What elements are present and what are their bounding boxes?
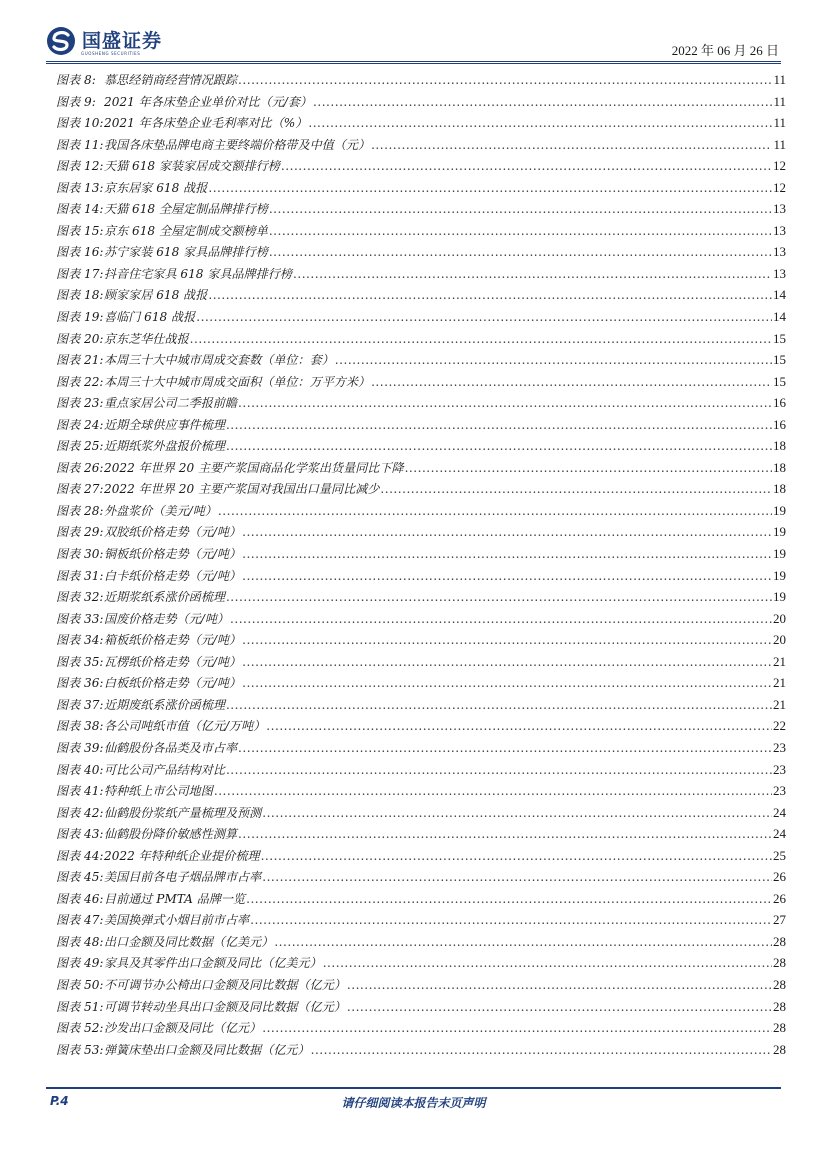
toc-entry-page: 24 [773,804,786,820]
toc-entry-title: 仙鹤股份各品类及市占率 [104,740,238,755]
toc-entry-title: 仙鹤股份降价敏感性测算 [104,827,238,842]
toc-entry[interactable] [56,653,786,675]
toc-entry-page: 13 [773,265,786,281]
toc-entry-label: 图表 32: [56,590,104,605]
toc-leader-dots [242,676,772,690]
toc-entry-label: 图表 38: [56,719,104,734]
toc-entry-page: 11 [773,136,786,152]
toc-entry-label: 图表 42: [56,805,104,820]
toc-entry[interactable] [56,1019,786,1041]
toc-entry[interactable] [56,610,786,632]
toc-entry-page: 12 [773,158,786,174]
toc-entry-title: 天猫 618 家装家居成交额排行榜 [104,159,280,174]
toc-entry-label: 图表 33: [56,611,104,626]
toc-leader-dots [208,288,772,302]
toc-entry-page: 23 [773,739,786,755]
report-date: 2022 年 06 月 26 日 [671,43,779,58]
toc-entry[interactable] [56,868,786,890]
toc-entry-label: 图表 47: [56,913,104,928]
toc-entry-page: 23 [773,783,786,799]
toc-leader-dots [226,590,772,604]
toc-entry-title: 美国目前各电子烟品牌市占率 [104,870,262,885]
toc-entry-label: 图表 35: [56,654,104,669]
toc-leader-dots [246,892,772,906]
toc-entry-title: 目前通过 PMTA 品牌一览 [104,891,246,906]
toc-leader-dots [266,719,772,733]
toc-entry-title: 双胶纸价格走势（元/吨） [104,525,242,540]
toc-leader-dots [347,978,772,992]
toc-leader-dots [242,655,772,669]
toc-entry-label: 图表 9: [56,94,96,109]
toc-entry-page: 11 [773,93,786,109]
toc-leader-dots [269,245,772,259]
toc-leader-dots [250,913,772,927]
toc-entry[interactable] [56,567,786,589]
toc-leader-dots [269,202,772,216]
toc-leader-dots [347,1000,772,1014]
toc-entry-title: 白卡纸价格走势（元/吨） [104,568,242,583]
toc-entry-page: 14 [773,309,786,325]
toc-entry[interactable] [56,631,786,653]
toc-entry[interactable] [56,480,786,502]
toc-entry-title: 近期全球供应事件梳理 [104,417,225,432]
toc-entry-label: 图表 22: [56,374,104,389]
toc-leader-dots [242,547,772,561]
toc-leader-dots [323,956,772,970]
toc-entry-label: 图表 45: [56,870,104,885]
toc-entry-title: 沙发出口金额及同比（亿元） [104,1021,262,1036]
toc-entry-page: 28 [773,998,786,1014]
toc-entry[interactable] [56,286,786,308]
toc-entry-title: 2021 年各床垫企业毛利率对比（%） [104,116,308,131]
toc-entry-page: 20 [773,610,786,626]
toc-entry-page: 22 [773,718,786,734]
toc-entry-page: 24 [773,826,786,842]
toc-entry-page: 28 [773,933,786,949]
toc-entry-title: 京东 618 全屋定制成交额榜单 [104,223,268,238]
toc-entry-page: 25 [773,847,786,863]
toc-entry-page: 28 [773,1041,786,1057]
toc-leader-dots [262,806,772,820]
toc-entry-label: 图表 26: [56,460,104,475]
toc-entry-page: 18 [773,459,786,475]
toc-leader-dots [226,698,772,712]
toc-entry-label: 图表 28: [56,503,104,518]
toc-entry[interactable] [56,674,786,696]
toc-entry-page: 19 [773,567,786,583]
toc-entry[interactable] [56,416,786,438]
toc-leader-dots [230,612,772,626]
toc-leader-dots [238,827,772,841]
toc-entry-label: 图表 15: [56,223,104,238]
toc-entry-label: 图表 25: [56,439,104,454]
toc-entry-title: 2022 年特种纸企业提价梳理 [104,848,260,863]
toc-entry-label: 图表 11: [56,137,104,152]
toc-entry[interactable] [56,200,786,222]
toc-entry-label: 图表 41: [56,784,104,799]
toc-leader-dots [190,332,772,346]
toc-entry-label: 图表 52: [56,1021,104,1036]
toc-leader-dots [371,375,772,389]
toc-entry-label: 图表 37: [56,697,104,712]
toc-entry[interactable] [56,976,786,998]
footer-divider [46,1087,781,1089]
table-of-figures [56,71,786,1062]
toc-entry-page: 13 [773,201,786,217]
toc-entry[interactable] [56,265,786,287]
toc-entry[interactable] [56,545,786,567]
toc-leader-dots [208,181,772,195]
toc-entry-label: 图表 18: [56,288,104,303]
toc-entry[interactable] [56,782,786,804]
toc-entry-label: 图表 40: [56,762,104,777]
brand-subtitle: GUOSHENG SECURITIES [81,51,141,56]
toc-entry-title: 家具及其零件出口金额及同比（亿美元） [104,956,322,971]
toc-entry-label: 图表 50: [56,977,104,992]
toc-entry-page: 19 [773,502,786,518]
toc-entry-page: 19 [773,589,786,605]
toc-leader-dots [405,461,772,475]
toc-entry-label: 图表 36: [56,676,104,691]
toc-entry-title: 近期纸浆外盘报价梳理 [104,439,225,454]
toc-leader-dots [242,525,772,539]
toc-entry[interactable] [56,825,786,847]
toc-entry-label: 图表 44: [56,848,104,863]
toc-entry[interactable] [56,459,786,481]
toc-entry-title: 各公司吨纸市值（亿元/万吨） [104,719,266,734]
toc-entry-page: 19 [773,524,786,540]
toc-leader-dots [238,73,772,87]
toc-entry-page: 27 [773,912,786,928]
toc-entry-label: 图表 43: [56,827,104,842]
toc-leader-dots [281,159,772,173]
toc-entry-title: 弹簧床垫出口金额及同比数据（亿元） [104,1042,310,1057]
toc-entry[interactable] [56,911,786,933]
toc-leader-dots [226,418,772,432]
toc-entry-label: 图表 12: [56,159,104,174]
toc-leader-dots [262,1021,772,1035]
toc-leader-dots [261,849,772,863]
toc-entry-label: 图表 30: [56,547,104,562]
toc-entry-label: 图表 20: [56,331,104,346]
toc-leader-dots [371,138,772,152]
toc-leader-dots [313,95,772,109]
toc-entry-title: 本周三十大中城市周成交面积（单位：万平方米） [104,374,371,389]
footer-disclaimer: 请仔细阅读本报告末页声明 [341,1096,486,1110]
toc-entry-page: 28 [773,1020,786,1036]
toc-entry-title: 可调节转动坐具出口金额及同比数据（亿元） [104,999,346,1014]
toc-entry[interactable] [56,394,786,416]
toc-entry[interactable] [56,157,786,179]
toc-entry-label: 图表 51: [56,999,104,1014]
toc-entry[interactable] [56,890,786,912]
toc-entry-page: 28 [773,976,786,992]
toc-entry-label: 图表 8: [56,73,96,87]
toc-entry-page: 19 [773,546,786,562]
toc-leader-dots [242,569,772,583]
toc-leader-dots [335,353,772,367]
toc-entry-page: 11 [773,115,786,131]
toc-leader-dots [293,267,772,281]
toc-entry-label: 图表 34: [56,633,104,648]
toc-leader-dots [380,482,772,496]
toc-entry[interactable] [56,93,786,115]
toc-entry-title: 苏宁家装 618 家具品牌排行榜 [104,245,268,260]
toc-entry[interactable] [56,222,786,244]
toc-entry-title: 2022 年世界 20 主要产浆国对我国出口量同比减少 [104,482,380,497]
toc-entry[interactable] [56,523,786,545]
toc-entry-title: 本周三十大中城市周成交套数（单位：套） [104,353,334,368]
toc-entry-title: 特种纸上市公司地图 [104,784,213,799]
toc-entry[interactable] [56,71,786,93]
toc-entry-title: 白板纸价格走势（元/吨） [104,676,242,691]
toc-entry-page: 21 [773,696,786,712]
brand-name: 国盛证券 [82,29,163,52]
toc-leader-dots [214,784,772,798]
toc-leader-dots [226,763,772,777]
toc-entry-page: 18 [773,481,786,497]
toc-entry-title: 重点家居公司二季报前瞻 [104,396,238,411]
toc-leader-dots [274,935,772,949]
toc-entry[interactable] [56,179,786,201]
toc-entry-title: 2022 年世界 20 主要产浆国商品化学浆出货量同比下降 [104,460,404,475]
toc-entry-title: 近期浆纸系涨价函梳理 [104,590,225,605]
toc-entry-page: 15 [773,352,786,368]
toc-entry-label: 图表 10: [56,116,104,131]
toc-entry-title: 国废价格走势（元/吨） [104,611,230,626]
toc-entry[interactable] [56,804,786,826]
toc-entry-page: 18 [773,438,786,454]
toc-entry-title: 箱板纸价格走势（元/吨） [104,633,242,648]
toc-leader-dots [308,116,772,130]
toc-entry-label: 图表 27: [56,482,104,497]
toc-entry-title: 不可调节办公椅出口金额及同比数据（亿元） [104,977,346,992]
toc-leader-dots [262,870,772,884]
toc-entry-title: 喜临门 618 战报 [104,310,196,325]
toc-entry-page: 13 [773,222,786,238]
toc-entry[interactable] [56,437,786,459]
toc-entry-title: 京东芝华仕战报 [104,331,189,346]
toc-leader-dots [238,396,772,410]
toc-entry-label: 图表 17: [56,266,104,281]
toc-entry-title: 美国换弹式小烟目前市占率 [104,913,250,928]
toc-entry-page: 15 [773,330,786,346]
toc-entry-title: 京东居家 618 战报 [104,180,208,195]
toc-entry-label: 图表 21: [56,353,104,368]
toc-entry[interactable] [56,696,786,718]
toc-entry-label: 图表 29: [56,525,104,540]
toc-entry-page: 12 [773,179,786,195]
toc-entry[interactable] [56,136,786,158]
toc-entry-label: 图表 49: [56,956,104,971]
toc-entry-title: 出口金额及同比数据（亿美元） [104,934,274,949]
toc-entry[interactable] [56,739,786,761]
toc-entry-title: 可比公司产品结构对比 [104,762,225,777]
toc-entry-label: 图表 46: [56,891,104,906]
toc-entry-label: 图表 14: [56,202,104,217]
toc-entry[interactable] [56,373,786,395]
toc-entry-title: 我国各床垫品牌电商主要终端价格带及中值（元） [104,137,371,152]
header-divider [46,61,781,62]
toc-entry[interactable] [56,243,786,265]
toc-entry-label: 图表 23: [56,396,104,411]
toc-leader-dots [242,633,772,647]
toc-entry[interactable] [56,761,786,783]
toc-entry-title: 抖音住宅家具 618 家具品牌排行榜 [104,266,292,281]
toc-entry-page: 23 [773,761,786,777]
toc-entry-title: 近期废纸系涨价函梳理 [104,697,225,712]
toc-entry[interactable] [56,998,786,1020]
toc-entry[interactable] [56,330,786,352]
toc-entry[interactable] [56,954,786,976]
toc-entry-label: 图表 53: [56,1042,104,1057]
toc-entry[interactable] [56,114,786,136]
toc-entry-label: 图表 24: [56,417,104,432]
toc-entry-page: 26 [773,890,786,906]
toc-entry[interactable] [56,351,786,373]
toc-entry[interactable] [56,717,786,739]
toc-entry-title: 慕思经销商经营情况跟踪 [104,73,238,87]
toc-leader-dots [238,741,772,755]
toc-entry-title: 天猫 618 全屋定制品牌排行榜 [104,202,268,217]
toc-entry-page: 21 [773,653,786,669]
toc-entry-label: 图表 19: [56,310,104,325]
toc-entry-label: 图表 48: [56,934,104,949]
toc-entry-page: 13 [773,244,786,260]
toc-leader-dots [311,1043,772,1057]
toc-entry-page: 20 [773,632,786,648]
toc-entry-label: 图表 13: [56,180,104,195]
toc-entry-title: 瓦楞纸价格走势（元/吨） [104,654,242,669]
toc-entry-page: 16 [773,416,786,432]
toc-entry-label: 图表 31: [56,568,104,583]
page-number: P.4 [50,1094,69,1108]
toc-entry-page: 15 [773,373,786,389]
toc-entry[interactable] [56,933,786,955]
toc-entry-label: 图表 16: [56,245,104,260]
toc-entry[interactable] [56,308,786,330]
toc-entry-page: 11 [773,72,786,87]
toc-entry-title: 2021 年各床垫企业单价对比（元/套） [104,94,313,109]
toc-leader-dots [218,504,772,518]
toc-entry-title: 仙鹤股份浆纸产量梳理及预测 [104,805,262,820]
toc-leader-dots [196,310,772,324]
header-divider-secondary [46,63,781,64]
toc-entry-page: 14 [773,287,786,303]
toc-entry-title: 顾家家居 618 战报 [104,288,208,303]
toc-entry-label: 图表 39: [56,740,104,755]
toc-entry-page: 16 [773,395,786,411]
guosheng-logo-icon [46,26,76,56]
toc-entry-page: 21 [773,675,786,691]
toc-entry[interactable] [56,847,786,869]
toc-leader-dots [226,439,772,453]
toc-entry-page: 26 [773,869,786,885]
toc-entry-page: 28 [773,955,786,971]
toc-entry[interactable] [56,1041,786,1063]
toc-leader-dots [269,224,772,238]
toc-entry[interactable] [56,588,786,610]
toc-entry-title: 铜板纸价格走势（元/吨） [104,547,242,562]
toc-entry[interactable] [56,502,786,524]
toc-entry-title: 外盘浆价（美元/吨） [104,503,217,518]
